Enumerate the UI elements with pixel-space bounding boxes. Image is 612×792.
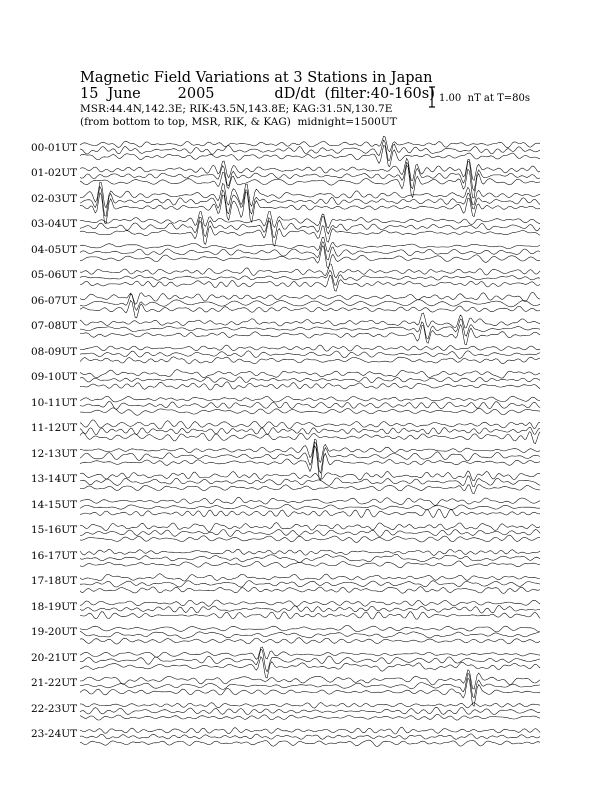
trace-rik-10-11UT — [80, 401, 540, 409]
trace-rik-05-06UT — [80, 270, 540, 285]
hour-label: 11-12UT — [31, 422, 78, 435]
hour-label: 02-03UT — [31, 192, 78, 205]
hour-label: 06-07UT — [31, 294, 78, 307]
trace-msr-08-09UT — [80, 357, 540, 364]
trace-kag-00-01UT — [80, 136, 540, 151]
trace-rik-19-20UT — [80, 631, 540, 638]
trace-kag-12-13UT — [80, 439, 540, 462]
trace-rik-17-18UT — [80, 581, 540, 588]
trace-msr-07-08UT — [80, 325, 540, 345]
trace-kag-17-18UT — [80, 574, 540, 581]
trace-kag-22-23UT — [80, 703, 540, 709]
hour-label: 00-01UT — [31, 141, 78, 154]
hour-label: 16-17UT — [31, 549, 78, 562]
trace-rik-16-17UT — [80, 554, 540, 562]
trace-rik-11-12UT — [80, 427, 540, 434]
hour-label: 08-09UT — [31, 345, 78, 358]
trace-rik-15-16UT — [80, 530, 540, 537]
trace-rik-07-08UT — [80, 319, 540, 339]
trace-msr-14-15UT — [80, 509, 540, 518]
hour-label: 21-22UT — [31, 677, 78, 690]
trace-msr-00-01UT — [80, 145, 540, 166]
trace-rik-14-15UT — [80, 504, 540, 509]
trace-msr-22-23UT — [80, 714, 540, 720]
trace-kag-09-10UT — [80, 370, 540, 379]
trace-msr-13-14UT — [80, 484, 540, 493]
chart-date-line: 15 June 2005 dD/dt (filter:40-160s) — [80, 86, 435, 102]
station-order-note: (from bottom to top, MSR, RIK, & KAG) midnight=1500UT — [80, 116, 397, 128]
hour-label: 19-20UT — [31, 626, 78, 639]
trace-kag-04-05UT — [80, 237, 540, 252]
trace-kag-18-19UT — [80, 600, 540, 606]
trace-kag-08-09UT — [80, 345, 540, 351]
trace-rik-08-09UT — [80, 351, 540, 359]
hour-label: 22-23UT — [31, 702, 78, 715]
trace-msr-23-24UT — [80, 740, 540, 746]
trace-msr-16-17UT — [80, 561, 540, 568]
hour-label: 05-06UT — [31, 269, 78, 282]
trace-kag-05-06UT — [80, 264, 540, 278]
trace-msr-21-22UT — [80, 678, 540, 706]
chart-title: Magnetic Field Variations at 3 Stations in Japan — [80, 70, 433, 86]
hour-label: 01-02UT — [31, 167, 78, 180]
hour-label: 23-24UT — [31, 728, 78, 741]
trace-kag-14-15UT — [80, 497, 540, 505]
hour-label: 09-10UT — [31, 371, 78, 384]
hour-label: 13-14UT — [31, 473, 78, 486]
trace-msr-17-18UT — [80, 587, 540, 594]
trace-kag-11-12UT — [80, 420, 540, 429]
trace-msr-19-20UT — [80, 638, 540, 644]
hour-label: 14-15UT — [31, 498, 78, 511]
trace-msr-10-11UT — [80, 408, 540, 415]
hour-label: 20-21UT — [31, 651, 78, 664]
hour-label: 07-08UT — [31, 320, 78, 333]
trace-kag-07-08UT — [80, 313, 540, 328]
trace-msr-09-10UT — [80, 382, 540, 390]
trace-kag-13-14UT — [80, 471, 540, 481]
trace-msr-11-12UT — [80, 432, 540, 444]
station-coordinates: MSR:44.4N,142.3E; RIK:43.5N,143.8E; KAG:31.5N,130.7E — [80, 103, 393, 115]
trace-rik-23-24UT — [80, 734, 540, 740]
hour-label: 18-19UT — [31, 600, 78, 613]
trace-msr-18-19UT — [80, 612, 540, 620]
hour-label: 12-13UT — [31, 447, 78, 460]
hour-label: 15-16UT — [31, 524, 78, 537]
trace-msr-20-21UT — [80, 657, 540, 678]
hour-label: 03-04UT — [31, 218, 78, 231]
trace-rik-18-19UT — [80, 606, 540, 614]
trace-rik-09-10UT — [80, 377, 540, 383]
trace-msr-04-05UT — [80, 246, 540, 269]
trace-kag-19-20UT — [80, 625, 540, 632]
trace-msr-15-16UT — [80, 535, 540, 542]
trace-rik-02-03UT — [80, 187, 540, 217]
trace-kag-23-24UT — [80, 727, 540, 734]
trace-kag-20-21UT — [80, 647, 540, 659]
trace-kag-15-16UT — [80, 523, 540, 532]
scale-label: 1.00 nT at T=80s — [439, 93, 530, 104]
hour-label: 17-18UT — [31, 575, 78, 588]
trace-kag-16-17UT — [80, 549, 540, 555]
hour-label: 10-11UT — [31, 396, 78, 409]
trace-rik-22-23UT — [80, 707, 540, 714]
hour-label: 04-05UT — [31, 243, 78, 256]
trace-kag-10-11UT — [80, 396, 540, 402]
